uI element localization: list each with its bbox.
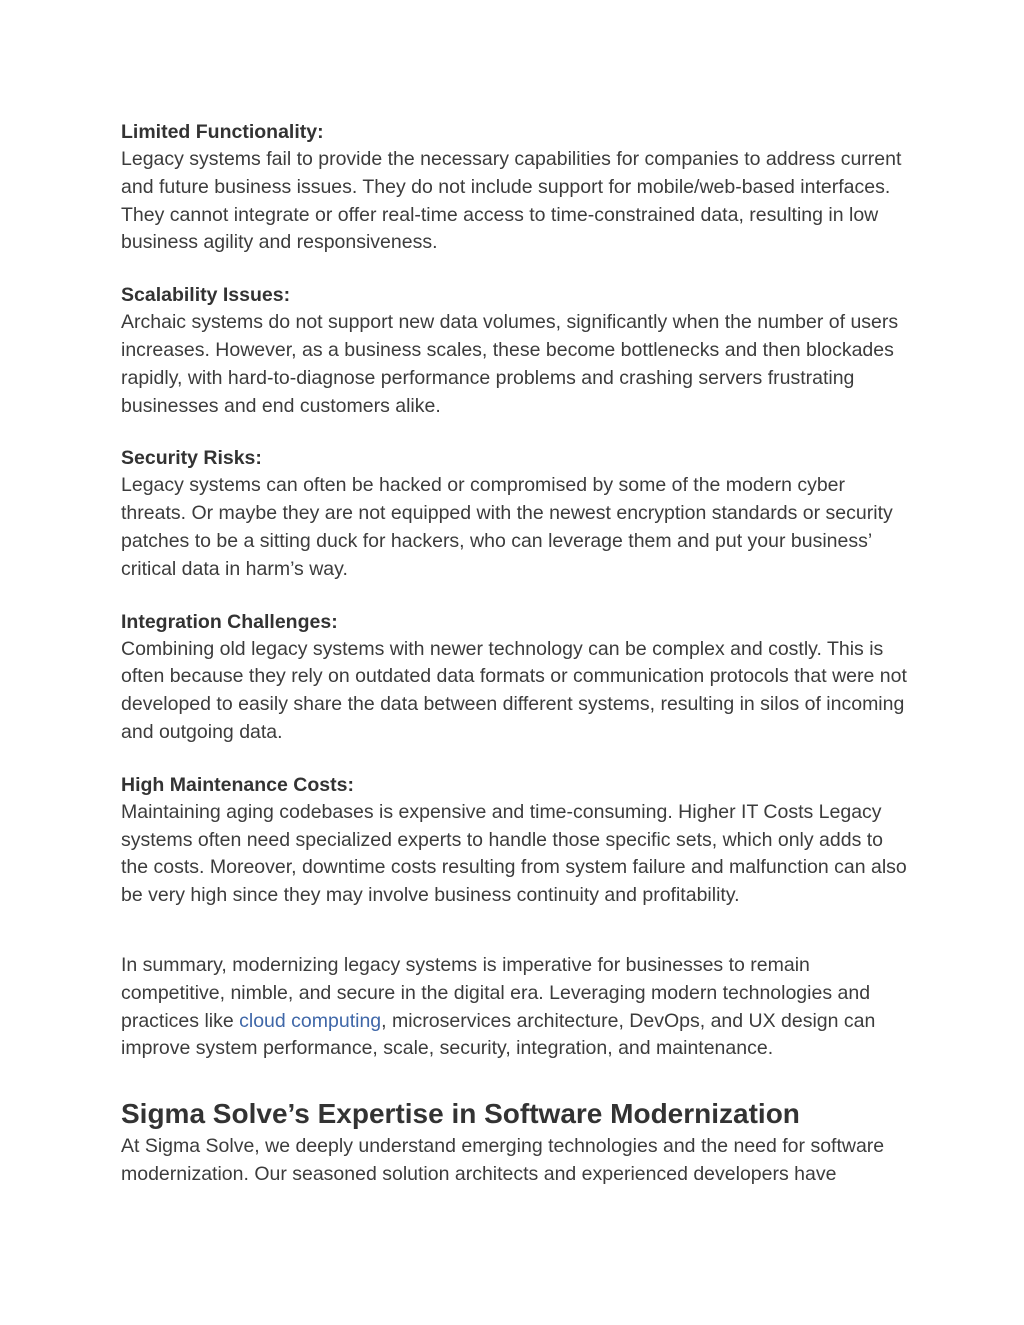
expertise-title: Sigma Solve’s Expertise in Software Modernization (121, 1098, 800, 1130)
section-heading: Security Risks: (121, 447, 262, 470)
section-body: Maintaining aging codebases is expensive and time-consuming. Higher IT Costs Legacy systems often need specialized experts to handle those specific sets, which only adds to the costs. Moreover, downtime costs resulting from system failure and malfunction can also be very high since they may involve business continuity and profitability. (121, 800, 907, 907)
summary-text-before-link: In summary, modernizing legacy systems is imperative for businesses to remain competitive, nimble, and secure in the digital era. Leveraging modern technologies and practices like (121, 953, 871, 1032)
summary-paragraph (121, 952, 911, 1063)
cloud-computing-link[interactable]: cloud computing (239, 1009, 382, 1032)
section-body: Archaic systems do not support new data volumes, significantly when the number of users increases. However, as a business scales, these become bottlenecks and then blockades rapidly, with hard-to-diagnose performance problems and crashing servers frustrating businesses and end customers alike. (121, 311, 899, 417)
document-page (121, 118, 911, 1189)
section-body: Legacy systems can often be hacked or compromised by some of the modern cyber threats. Or maybe they are not equipped with the newest encryption standards or security patches to be a sitting duck for hackers, who can leverage them and put your business’ critical data in harm’s way. (121, 474, 893, 580)
section-scalability-issues (121, 281, 911, 420)
section-integration-challenges (121, 608, 911, 747)
section-high-maintenance-costs (121, 771, 911, 910)
expertise-body: At Sigma Solve, we deeply understand emerging technologies and the need for software modernization. Our seasoned solution architects and experienced developers have (121, 1135, 885, 1185)
section-security-risks (121, 444, 911, 583)
section-heading: High Maintenance Costs: (121, 773, 354, 796)
section-body: Legacy systems fail to provide the necessary capabilities for companies to address current and future business issues. They do not include support for mobile/web-based interfaces. They cannot integrate or offer real-time access to time-constrained data, resulting in low business agility and responsiveness. (121, 148, 902, 254)
section-heading: Limited Functionality: (121, 121, 324, 143)
section-body: Combining old legacy systems with newer technology can be complex and costly. This is often because they rely on outdated data formats or communication protocols that were not developed to easily share the data between different systems, resulting in silos of incoming and outgoing data. (121, 637, 907, 743)
summary-text-after-link: , microservices architecture, DevOps, and UX design can improve system performance, scale, security, integration, and maintenance. (121, 1009, 876, 1060)
section-heading: Scalability Issues: (121, 284, 291, 307)
section-limited-functionality (121, 118, 911, 257)
section-heading: Integration Challenges: (121, 610, 338, 633)
